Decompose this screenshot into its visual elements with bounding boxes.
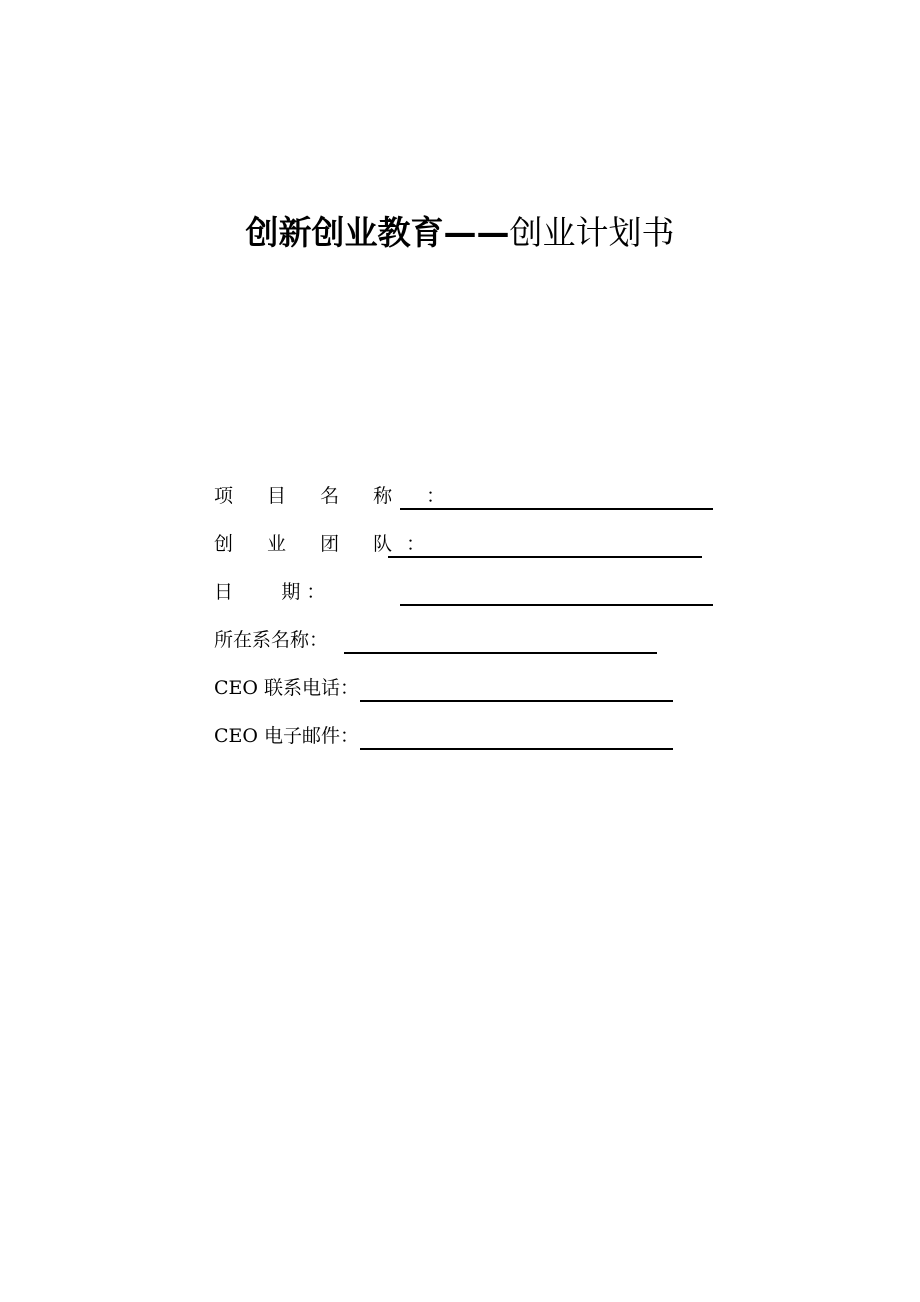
document-title <box>0 208 920 258</box>
date-input-line[interactable] <box>400 604 713 606</box>
title-sub: 创业计划书 <box>509 213 675 252</box>
team-label: 创 业 团 队： <box>214 533 440 555</box>
date-field <box>214 576 714 606</box>
ceo-email-label: CEO 电子邮件： <box>214 725 360 747</box>
title-main: 创新创业教育—— <box>245 213 510 252</box>
team-field <box>214 528 704 558</box>
department-label: 所在系名称： <box>214 629 329 651</box>
ceo-phone-label: CEO 联系电话： <box>214 677 360 699</box>
team-input-line[interactable] <box>388 556 702 558</box>
department-field <box>214 624 659 654</box>
project-name-label: 项 目 名 称 ： <box>214 485 460 507</box>
ceo-email-field <box>214 720 674 750</box>
date-label: 日 期 ： <box>214 581 326 603</box>
project-name-input-line[interactable] <box>400 508 713 510</box>
ceo-email-input-line[interactable] <box>360 748 673 750</box>
ceo-phone-field <box>214 672 674 702</box>
ceo-phone-input-line[interactable] <box>360 700 673 702</box>
department-input-line[interactable] <box>344 652 657 654</box>
project-name-field <box>214 480 714 510</box>
